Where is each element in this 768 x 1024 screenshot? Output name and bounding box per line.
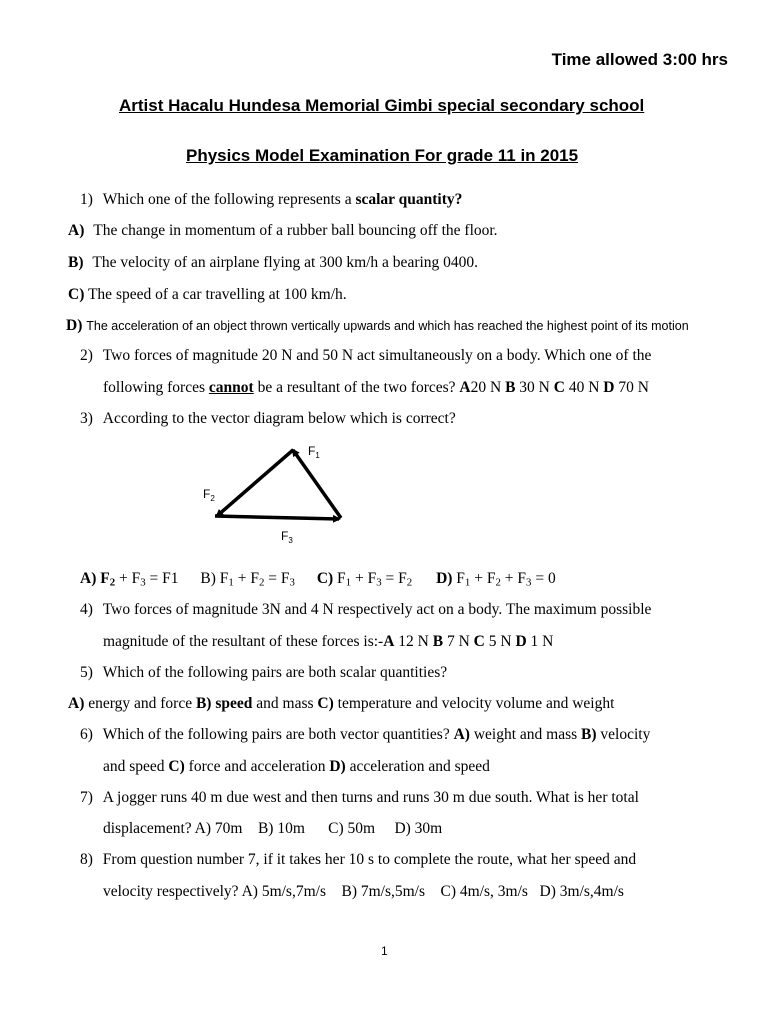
symbol: F xyxy=(131,570,141,587)
option-text: weight and mass xyxy=(469,726,582,743)
question-text: Which of the following pairs are both vector quantities? xyxy=(102,726,454,743)
symbol: F xyxy=(486,570,496,587)
school-name: Artist Hacalu Hundesa Memorial Gimbi special secondary school xyxy=(119,96,645,115)
option-label: A) xyxy=(453,726,470,743)
question-4-line-2 xyxy=(103,633,553,651)
subscript: 2 xyxy=(109,576,116,589)
question-2 xyxy=(80,347,651,365)
question-text: following forces xyxy=(103,379,209,396)
question-text: From question number 7, if it takes her 10 s to complete the route, what her speed and xyxy=(102,851,637,868)
question-1 xyxy=(80,191,462,209)
symbol: F xyxy=(456,570,465,587)
option-text: 20 N xyxy=(470,379,506,396)
question-7 xyxy=(80,789,639,807)
question-text: be a resultant of the two forces? xyxy=(253,379,460,396)
symbol: F xyxy=(337,570,346,587)
symbol: F xyxy=(280,570,290,587)
vector-diagram xyxy=(195,438,370,548)
subscript: 2 xyxy=(495,576,501,589)
option-label: A) xyxy=(68,695,85,712)
option-text: 40 N xyxy=(564,379,604,396)
option-label: A xyxy=(383,633,395,650)
question-4 xyxy=(80,601,651,619)
option-label: B) xyxy=(68,254,84,271)
symbol: F xyxy=(250,570,259,587)
option-label: C) xyxy=(68,286,85,303)
option-label: C xyxy=(473,633,485,650)
question-emphasis: scalar quantity? xyxy=(355,191,463,208)
operator: + xyxy=(115,570,132,587)
q1-option-a xyxy=(68,222,498,240)
subscript: 3 xyxy=(289,576,295,589)
question-8-line-2: velocity respectively? A) 5m/s,7m/s B) 7m/s,5m/s C) 4m/s, 3m/s D) 3m/s,4m/s xyxy=(103,883,624,900)
option-text: and mass xyxy=(252,695,318,712)
option-label: B xyxy=(432,633,444,650)
option-text: 30 N xyxy=(515,379,554,396)
subscript: 3 xyxy=(140,576,146,589)
option-text: The change in momentum of a rubber ball bouncing off the floor. xyxy=(93,222,498,239)
operator: = xyxy=(381,570,399,587)
option-label: A) xyxy=(68,222,85,239)
question-8 xyxy=(80,851,636,869)
symbol: F xyxy=(219,570,229,587)
question-number: 7) xyxy=(80,789,93,806)
option-label: C) xyxy=(168,758,185,775)
symbol: 0 xyxy=(547,570,556,587)
question-6-line-2 xyxy=(103,758,490,776)
subscript: 2 xyxy=(406,576,413,589)
option-text: energy and force xyxy=(84,695,196,712)
question-3-options xyxy=(80,570,556,589)
question-5 xyxy=(80,664,447,682)
subscript: 2 xyxy=(258,576,265,589)
option-label: A xyxy=(459,379,471,396)
option-text: force and acceleration xyxy=(184,758,330,775)
option-text: 70 N xyxy=(614,379,649,396)
operator: + xyxy=(470,570,487,587)
q1-option-b xyxy=(68,254,478,272)
question-2-line-2 xyxy=(103,379,649,397)
symbol: F xyxy=(100,570,110,587)
option-text: velocity xyxy=(596,726,651,743)
question-5-options xyxy=(68,695,614,713)
option-text: The velocity of an airplane flying at 300 km/h a bearing 0400. xyxy=(92,254,479,271)
option-label: C) xyxy=(317,695,334,712)
subscript: 1 xyxy=(464,576,471,589)
symbol: F xyxy=(367,570,377,587)
option-text: acceleration and speed xyxy=(345,758,490,775)
vector-f3-label: $F_3$ xyxy=(281,529,293,545)
symbol: F xyxy=(517,570,527,587)
option-label: C) xyxy=(316,570,334,587)
subscript: 1 xyxy=(228,576,234,589)
operator: = xyxy=(264,570,281,587)
question-text: Which one of the following represents a xyxy=(102,191,356,208)
question-6 xyxy=(80,726,650,744)
option-label: A) xyxy=(80,570,97,587)
exam-title: Physics Model Examination For grade 11 in 2015 xyxy=(186,146,579,165)
symbol: F1 xyxy=(162,570,179,587)
question-number: 4) xyxy=(80,601,93,618)
operator: + xyxy=(351,570,368,587)
question-number: 8) xyxy=(80,851,93,868)
vector-f1-arrow xyxy=(293,450,341,518)
option-text: 1 N xyxy=(526,633,554,650)
vector-f2-label: $F_2$ xyxy=(203,487,215,503)
question-number: 1) xyxy=(80,191,93,208)
option-text: temperature and velocity volume and weight xyxy=(333,695,615,712)
option-label: D) xyxy=(436,570,453,587)
option-label: D xyxy=(515,633,527,650)
vector-f1-label: $F_1$ xyxy=(308,444,320,460)
option-label: D xyxy=(603,379,615,396)
question-3 xyxy=(80,410,456,428)
option-label: B) xyxy=(200,570,216,587)
operator: + xyxy=(233,570,251,587)
operator: = xyxy=(145,570,163,587)
page-number: 1 xyxy=(381,944,388,958)
option-label: D) xyxy=(329,758,346,775)
option-label: B) xyxy=(581,726,597,743)
option-label: B xyxy=(505,379,516,396)
time-allowed: Time allowed 3:00 hrs xyxy=(551,50,728,69)
question-text: According to the vector diagram below which is correct? xyxy=(102,410,456,427)
question-text: A jogger runs 40 m due west and then turns and runs 30 m due south. What is her total xyxy=(102,789,639,806)
question-text: Which of the following pairs are both scalar quantities? xyxy=(102,664,448,681)
q1-option-c xyxy=(68,286,347,304)
subscript: 1 xyxy=(345,576,352,589)
question-7-line-2: displacement? A) 70m B) 10m C) 50m D) 30m xyxy=(103,820,443,837)
option-text: The acceleration of an object thrown vertically upwards and which has reached the highest point of its motion xyxy=(86,319,689,333)
question-number: 2) xyxy=(80,347,93,364)
option-emphasis: speed xyxy=(211,695,253,712)
vector-f3-arrow xyxy=(215,516,339,519)
question-text: Two forces of magnitude 20 N and 50 N act simultaneously on a body. Which one of the xyxy=(102,347,652,364)
operator: + xyxy=(500,570,518,587)
question-number: 6) xyxy=(80,726,93,743)
option-text: 7 N xyxy=(443,633,474,650)
symbol: F xyxy=(398,570,407,587)
q1-option-d xyxy=(66,317,689,335)
question-text: magnitude of the resultant of these forces is:- xyxy=(103,633,384,650)
question-number: 5) xyxy=(80,664,93,681)
option-label: D) xyxy=(66,317,83,334)
subscript: 3 xyxy=(376,576,382,589)
question-emphasis: cannot xyxy=(208,379,254,396)
option-label: B) xyxy=(195,695,212,712)
subscript: 3 xyxy=(526,576,532,589)
vector-f2-arrow xyxy=(217,450,293,516)
option-text: and speed xyxy=(103,758,169,775)
option-label: C xyxy=(553,379,565,396)
operator: = xyxy=(531,570,548,587)
option-text: 5 N xyxy=(484,633,516,650)
option-text: The speed of a car travelling at 100 km/h. xyxy=(87,286,347,303)
question-number: 3) xyxy=(80,410,93,427)
option-text: 12 N xyxy=(394,633,433,650)
question-text: Two forces of magnitude 3N and 4 N respectively act on a body. The maximum possible xyxy=(102,601,652,618)
